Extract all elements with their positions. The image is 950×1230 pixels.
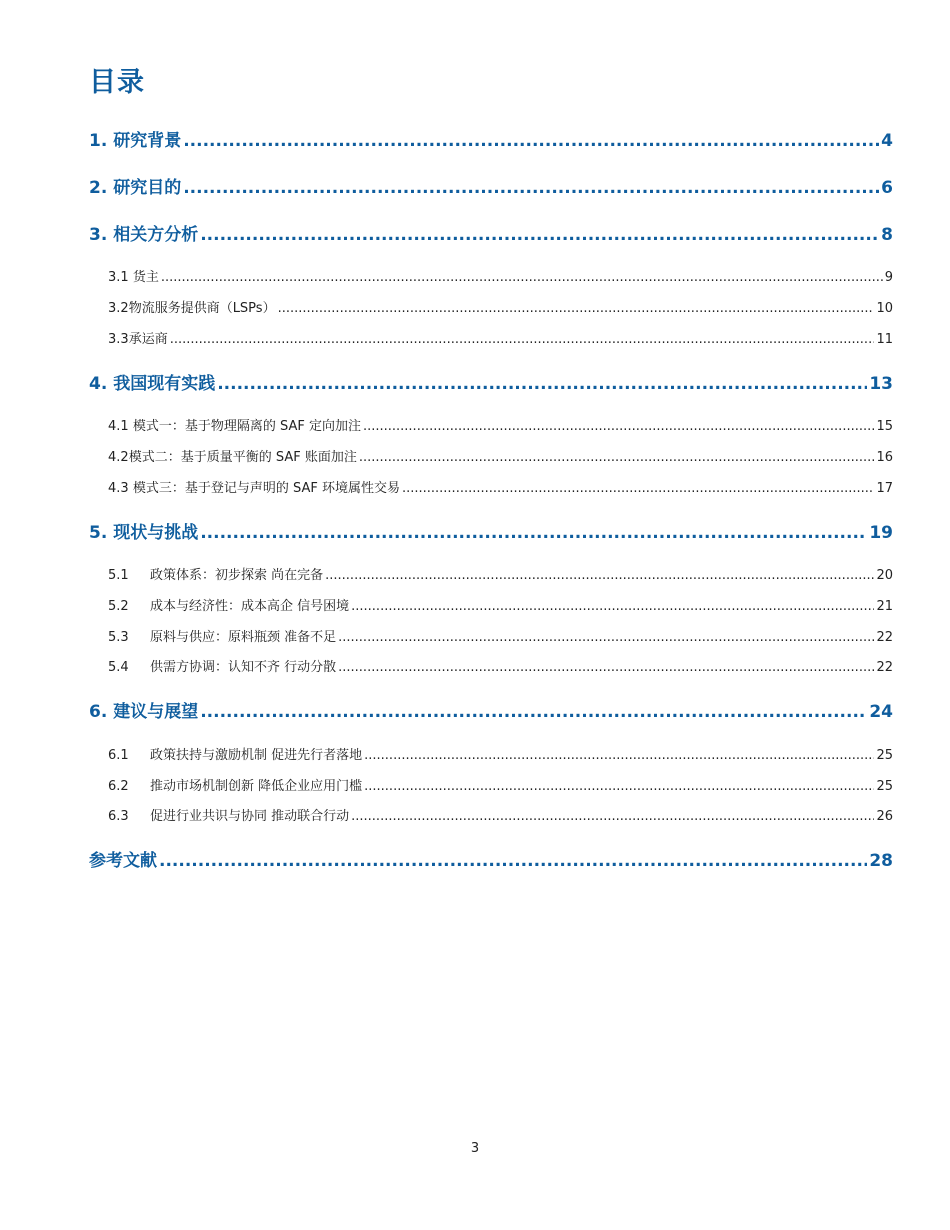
entry-title: 成本与经济性：成本高企 信号困境 bbox=[150, 599, 350, 614]
toc-entry-5-1[interactable] bbox=[108, 564, 893, 582]
dot-leader bbox=[364, 779, 874, 794]
entry-number: 6.1 bbox=[108, 748, 129, 763]
entry-page-number: 25 bbox=[876, 748, 893, 763]
toc-entry-5[interactable] bbox=[89, 518, 893, 542]
toc-entry-references[interactable] bbox=[89, 846, 893, 870]
dot-leader bbox=[200, 225, 879, 245]
entry-page-number: 22 bbox=[876, 660, 893, 675]
dot-leader bbox=[278, 301, 875, 316]
entry-title: 我国现有实践 bbox=[113, 374, 216, 394]
footer-page-number: 3 bbox=[470, 1141, 480, 1156]
toc-entry-5-2[interactable] bbox=[108, 595, 893, 613]
entry-page-number: 13 bbox=[869, 374, 893, 394]
dot-leader bbox=[351, 809, 874, 824]
toc-entry-3-2[interactable] bbox=[108, 297, 893, 315]
entry-page-number: 20 bbox=[876, 568, 893, 583]
entry-page-number: 28 bbox=[869, 851, 893, 871]
entry-number: 4.2 bbox=[108, 450, 129, 465]
entry-page-number: 9 bbox=[884, 270, 893, 285]
dot-leader bbox=[363, 419, 874, 434]
entry-title: 促进行业共识与协同 推动联合行动 bbox=[150, 809, 350, 824]
toc-entry-4-2[interactable] bbox=[108, 446, 893, 464]
toc-entry-4[interactable] bbox=[89, 369, 893, 393]
entry-title: 物流服务提供商（LSPs） bbox=[128, 301, 276, 316]
entry-number: 1. bbox=[89, 131, 108, 151]
dot-leader bbox=[161, 270, 883, 285]
entry-title: 建议与展望 bbox=[113, 702, 199, 722]
dot-leader bbox=[338, 660, 874, 675]
entry-number: 5.1 bbox=[108, 568, 129, 583]
toc-entry-6[interactable] bbox=[89, 697, 893, 721]
dot-leader bbox=[183, 131, 879, 151]
entry-title: 供需方协调：认知不齐 行动分散 bbox=[150, 660, 337, 675]
entry-number: 3.2 bbox=[108, 301, 129, 316]
entry-number: 5.3 bbox=[108, 630, 129, 645]
dot-leader bbox=[325, 568, 874, 583]
dot-leader bbox=[338, 630, 874, 645]
dot-leader bbox=[159, 851, 867, 871]
entry-number: 6.3 bbox=[108, 809, 129, 824]
entry-title: 相关方分析 bbox=[113, 225, 199, 245]
entry-number: 3.3 bbox=[108, 332, 129, 347]
dot-leader bbox=[183, 178, 879, 198]
dot-leader bbox=[351, 599, 874, 614]
entry-page-number: 6 bbox=[881, 178, 893, 198]
toc-entry-3[interactable] bbox=[89, 220, 893, 244]
entry-number: 3.1 bbox=[108, 270, 129, 285]
entry-page-number: 15 bbox=[876, 419, 893, 434]
entry-page-number: 10 bbox=[876, 301, 893, 316]
entry-number: 4.1 bbox=[108, 419, 129, 434]
entry-title: 政策体系：初步探索 尚在完备 bbox=[150, 568, 324, 583]
entry-number: 5.2 bbox=[108, 599, 129, 614]
toc-entry-4-1[interactable] bbox=[108, 415, 893, 433]
dot-leader bbox=[402, 481, 874, 496]
entry-number: 6. bbox=[89, 702, 108, 722]
entry-title: 货主 bbox=[132, 270, 159, 285]
entry-number: 6.2 bbox=[108, 779, 129, 794]
entry-page-number: 8 bbox=[881, 225, 893, 245]
dot-leader bbox=[217, 374, 867, 394]
toc-entry-6-3[interactable] bbox=[108, 805, 893, 823]
entry-title: 研究目的 bbox=[113, 178, 182, 198]
dot-leader bbox=[170, 332, 875, 347]
entry-page-number: 4 bbox=[881, 131, 893, 151]
toc-entry-6-2[interactable] bbox=[108, 775, 893, 793]
entry-title: 原料与供应：原料瓶颈 准备不足 bbox=[150, 630, 337, 645]
toc-entry-3-1[interactable] bbox=[108, 266, 893, 284]
entry-title: 模式一：基于物理隔离的 SAF 定向加注 bbox=[132, 419, 361, 434]
entry-page-number: 26 bbox=[876, 809, 893, 824]
dot-leader bbox=[359, 450, 875, 465]
dot-leader bbox=[200, 523, 867, 543]
dot-leader bbox=[364, 748, 874, 763]
toc-entry-3-3[interactable] bbox=[108, 328, 893, 346]
entry-number: 4.3 bbox=[108, 481, 129, 496]
entry-title: 承运商 bbox=[128, 332, 168, 347]
entry-title: 现状与挑战 bbox=[113, 523, 199, 543]
entry-page-number: 16 bbox=[876, 450, 893, 465]
toc-entry-5-4[interactable] bbox=[108, 656, 893, 674]
entry-number: 4. bbox=[89, 374, 108, 394]
entry-title: 推动市场机制创新 降低企业应用门槛 bbox=[150, 779, 363, 794]
entry-page-number: 22 bbox=[876, 630, 893, 645]
dot-leader bbox=[200, 702, 867, 722]
entry-number: 5.4 bbox=[108, 660, 129, 675]
entry-page-number: 21 bbox=[876, 599, 893, 614]
entry-number: 2. bbox=[89, 178, 108, 198]
entry-page-number: 11 bbox=[876, 332, 893, 347]
toc-entry-6-1[interactable] bbox=[108, 744, 893, 762]
entry-page-number: 25 bbox=[876, 779, 893, 794]
toc-entry-2[interactable] bbox=[89, 173, 893, 197]
toc-entry-5-3[interactable] bbox=[108, 626, 893, 644]
entry-page-number: 17 bbox=[876, 481, 893, 496]
entry-page-number: 24 bbox=[869, 702, 893, 722]
entry-title: 参考文献 bbox=[89, 851, 157, 871]
entry-page-number: 19 bbox=[869, 523, 893, 543]
entry-number: 3. bbox=[89, 225, 108, 245]
entry-number: 5. bbox=[89, 523, 108, 543]
entry-title: 研究背景 bbox=[113, 131, 182, 151]
entry-title: 政策扶持与激励机制 促进先行者落地 bbox=[150, 748, 363, 763]
entry-title: 模式二：基于质量平衡的 SAF 账面加注 bbox=[128, 450, 357, 465]
toc-entry-4-3[interactable] bbox=[108, 477, 893, 495]
toc-entry-1[interactable] bbox=[89, 126, 893, 150]
entry-title: 模式三：基于登记与声明的 SAF 环境属性交易 bbox=[132, 481, 400, 496]
toc-title: 目录 bbox=[89, 67, 145, 98]
